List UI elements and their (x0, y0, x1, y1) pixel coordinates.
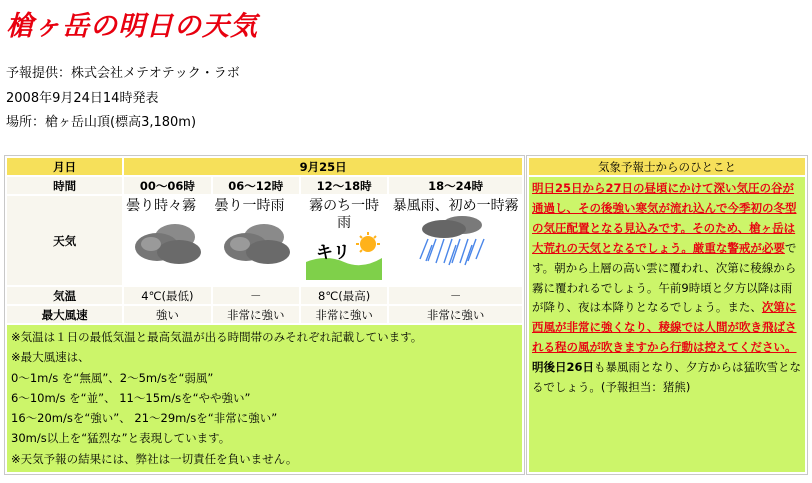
note-line: ※最大風速は、 (11, 350, 90, 365)
forecast-notes (7, 325, 522, 472)
comment-body (529, 177, 805, 472)
location-text: 場所：槍ヶ岳山頂(標高3,180m) (6, 115, 197, 130)
weather-cell (124, 196, 210, 285)
wind-value: 強い (124, 306, 210, 323)
forecast-table (4, 155, 525, 475)
weather-cell (301, 196, 387, 285)
temperature-value: － (213, 287, 299, 304)
weather-cell (389, 196, 522, 285)
cloudy-icon (218, 219, 294, 269)
storm-rain-icon (416, 215, 496, 267)
temperature-value: 8℃(最高) (301, 287, 387, 304)
note-line: 6～10m/s を“並”、 11～15m/sを“やや強い” (11, 390, 251, 405)
emphasis-text: 明後日26日 (532, 360, 595, 375)
warning-text: 次第に西風が非常に強くなり、稜線では人間が吹き飛ばされる程の風が吹きますから行動は控えてください。 (532, 300, 797, 355)
time-slot: 12～18時 (301, 177, 387, 194)
time-slot: 06～12時 (213, 177, 299, 194)
note-line: 30m/s以上を“猛烈な”と表現しています。 (11, 431, 231, 446)
weather-text: 曇り一時雨 (214, 198, 285, 214)
temperature-value: 4℃(最低) (124, 287, 210, 304)
issued-text: 2008年9月24日14時発表 (6, 91, 159, 106)
cloudy-icon (129, 219, 205, 269)
wind-label: 最大風速 (7, 306, 122, 323)
fog-icon-label: キリ (316, 243, 351, 263)
provider-text: 予報提供：株式会社メテオテック・ラボ (6, 66, 240, 81)
warning-text: 明日25日から27日の昼頃にかけて深い気圧の谷が通過し、その後強い寒気が流れ込んで今季初の冬型の気圧配置となる見込みです。そのため、槍ヶ岳は大荒れの天気となるでしょう。厳重な警戒が必要 (532, 181, 797, 255)
weather-cell (213, 196, 299, 285)
temperature-label: 気温 (7, 287, 122, 304)
note-line: 16～20m/sを“強い”、 21～29m/sを“非常に強い” (11, 411, 278, 426)
weather-text: 暴風雨、初め一時霧 (392, 198, 519, 214)
forecaster-comment-panel (526, 155, 808, 475)
month-day-header: 月日 (7, 158, 122, 175)
wind-value: 非常に強い (213, 306, 299, 323)
comment-header: 気象予報士からのひとこと (529, 158, 805, 175)
page-title: 槍ヶ岳の明日の天気 (6, 11, 258, 42)
weather-text: 霧のち一時雨 (309, 198, 380, 231)
comment-text: も暴風雨となり、夕方からは猛吹雪となるでしょう。(予報担当：猪熊) (532, 360, 802, 395)
note-line: 0～1m/s を“無風”、2～5m/sを“弱風” (11, 370, 214, 385)
weather-label: 天気 (7, 196, 122, 285)
weather-text: 曇り時々霧 (126, 198, 197, 214)
temperature-value: － (389, 287, 522, 304)
note-line: ※気温は１日の最低気温と最高気温が出る時間帯のみそれぞれ記載しています。 (11, 330, 423, 344)
date-header: 9月25日 (124, 158, 522, 175)
time-label: 時間 (7, 177, 122, 194)
note-line: ※天気予報の結果には、弊社は一切責任を負いません。 (11, 451, 298, 466)
fog-sun-icon (306, 232, 382, 280)
time-slot: 00～06時 (124, 177, 210, 194)
comment-text: です。朝から上層の高い雲に覆われ、次第に稜線から霧に覆われるでしょう。午前9時頃と夕方以降は雨が降り、夜は本降りとなるでしょう。また、 (532, 240, 797, 315)
time-slot: 18～24時 (389, 177, 522, 194)
wind-value: 非常に強い (389, 306, 522, 323)
wind-value: 非常に強い (301, 306, 387, 323)
